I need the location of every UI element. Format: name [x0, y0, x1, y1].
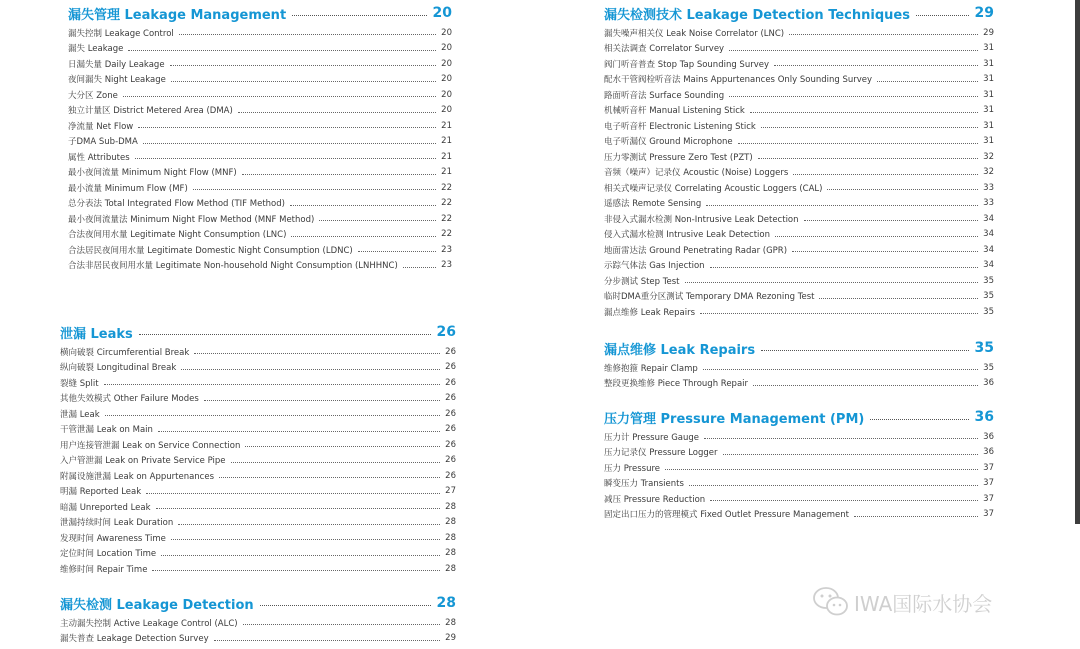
toc-entry[interactable] — [60, 437, 456, 453]
leader-dots — [750, 112, 978, 113]
entry-page: 26 — [445, 393, 456, 404]
entry-label: 合法夜间用水量 Legitimate Night Consumption (LNC) — [68, 230, 287, 241]
entry-page: 31 — [983, 89, 994, 100]
entry-page: 22 — [441, 213, 452, 224]
toc-entry[interactable] — [604, 429, 994, 445]
section-heading — [604, 338, 994, 358]
entry-page: 20 — [441, 89, 452, 100]
entry-page: 28 — [445, 548, 456, 559]
entry-page: 33 — [983, 198, 994, 209]
section-heading — [604, 407, 994, 427]
toc-entry[interactable] — [60, 515, 456, 531]
toc-entry[interactable] — [604, 258, 994, 274]
toc-entry[interactable] — [68, 118, 452, 134]
leader-dots — [761, 127, 978, 128]
toc-entry[interactable] — [60, 375, 456, 391]
leader-dots — [181, 369, 440, 370]
entry-page: 26 — [445, 362, 456, 373]
leader-dots — [204, 400, 440, 401]
wechat-icon — [812, 586, 850, 618]
entry-page: 20 — [441, 27, 452, 38]
entry-page: 20 — [441, 58, 452, 69]
toc-entry[interactable] — [604, 304, 994, 320]
leader-dots — [193, 189, 436, 190]
leader-dots — [243, 624, 441, 625]
entry-page: 29 — [983, 27, 994, 38]
leader-dots — [158, 431, 440, 432]
entry-label: 地面雷达法 Ground Penetrating Radar (GPR) — [604, 245, 788, 256]
leader-dots — [723, 454, 979, 455]
leader-dots — [194, 353, 440, 354]
toc-entry[interactable] — [60, 499, 456, 515]
entry-page: 26 — [445, 470, 456, 481]
entry-page: 28 — [445, 563, 456, 574]
leader-dots — [774, 65, 978, 66]
leader-dots — [291, 236, 436, 237]
leader-dots — [170, 65, 437, 66]
leader-dots — [710, 267, 979, 268]
leader-dots — [171, 81, 436, 82]
leader-dots — [706, 205, 978, 206]
toc-entry[interactable] — [60, 406, 456, 422]
entry-page: 37 — [983, 509, 994, 520]
entry-label: 子DMA Sub-DMA — [68, 137, 138, 148]
leader-dots — [143, 143, 436, 144]
toc-entry[interactable] — [60, 631, 456, 647]
toc-entry[interactable] — [604, 360, 994, 376]
entry-label: 相关法调查 Correlator Survey — [604, 44, 725, 55]
entry-label: 瞬变压力 Transients — [604, 479, 684, 490]
entry-page: 22 — [441, 182, 452, 193]
toc-entry[interactable] — [604, 25, 994, 41]
leader-dots — [665, 469, 978, 470]
leader-dots — [700, 313, 978, 314]
entry-page: 28 — [445, 517, 456, 528]
toc-section-leak-repairs — [604, 338, 994, 391]
entry-page: 37 — [983, 462, 994, 473]
watermark-text: IWA国际水协会 — [854, 591, 993, 616]
leader-dots — [854, 516, 978, 517]
entry-list — [60, 344, 456, 577]
entry-page: 31 — [983, 120, 994, 131]
toc-section-leak-detection-techniques — [604, 3, 994, 320]
leader-dots — [231, 462, 441, 463]
entry-label: 其他失效模式 Other Failure Modes — [60, 394, 199, 405]
leader-dots — [135, 158, 437, 159]
entry-label: 压力记录仪 Pressure Logger — [604, 448, 718, 459]
entry-label: 电子听漏仪 Ground Microphone — [604, 137, 733, 148]
toc-entry[interactable] — [60, 561, 456, 577]
entry-list — [604, 360, 994, 391]
toc-entry[interactable] — [60, 546, 456, 562]
entry-label: 总分表法 Total Integrated Flow Method (TIF Method) — [68, 199, 285, 210]
entry-label: 路面听音法 Surface Sounding — [604, 90, 725, 101]
entry-label: 整段更换维修 Piece Through Repair — [604, 379, 749, 390]
entry-page: 28 — [445, 617, 456, 628]
entry-page: 32 — [983, 151, 994, 162]
section-title: 漏失管理 Leakage Management — [68, 7, 287, 23]
toc-entry[interactable] — [68, 103, 452, 119]
entry-label: 最小流量 Minimum Flow (MF) — [68, 183, 188, 194]
toc-entry[interactable] — [60, 360, 456, 376]
section-heading — [68, 3, 452, 23]
leader-dots — [260, 605, 431, 606]
entry-page: 35 — [983, 362, 994, 373]
leader-dots — [242, 174, 437, 175]
entry-label: 音频（噪声）记录仪 Acoustic (Noise) Loggers — [604, 168, 789, 179]
entry-label: 干管泄漏 Leak on Main — [60, 425, 153, 436]
toc-entry[interactable] — [604, 134, 994, 150]
toc-entry[interactable] — [604, 118, 994, 134]
leader-dots — [292, 15, 426, 16]
toc-section-leakage-management — [68, 3, 452, 273]
leader-dots — [877, 81, 978, 82]
toc-entry[interactable] — [604, 460, 994, 476]
toc-entry[interactable] — [68, 258, 452, 274]
entry-label: 裂缝 Split — [60, 378, 99, 389]
toc-entry[interactable] — [68, 87, 452, 103]
entry-label: 横向破裂 Circumferential Break — [60, 347, 190, 358]
toc-entry[interactable] — [604, 72, 994, 88]
entry-label: 减压 Pressure Reduction — [604, 494, 706, 505]
leader-dots — [729, 50, 978, 51]
toc-entry[interactable] — [68, 25, 452, 41]
leader-dots — [761, 350, 968, 351]
entry-page: 28 — [445, 532, 456, 543]
leader-dots — [290, 205, 436, 206]
toc-entry[interactable] — [60, 615, 456, 631]
toc-entry[interactable] — [68, 41, 452, 57]
entry-label: 非侵入式漏水检测 Non-Intrusive Leak Detection — [604, 214, 799, 225]
entry-label: 泄漏 Leak — [60, 409, 100, 420]
entry-label: 夜间漏失 Night Leakage — [68, 75, 166, 86]
leader-dots — [178, 524, 440, 525]
entry-page: 29 — [445, 633, 456, 644]
entry-label: 固定出口压力的管理模式 Fixed Outlet Pressure Management — [604, 510, 849, 521]
toc-entry[interactable] — [68, 134, 452, 150]
entry-page: 31 — [983, 105, 994, 116]
entry-label: 漏失 Leakage — [68, 44, 124, 55]
entry-page: 34 — [983, 260, 994, 271]
entry-page: 23 — [441, 244, 452, 255]
entry-label: 发现时间 Awareness Time — [60, 533, 166, 544]
toc-entry[interactable] — [68, 227, 452, 243]
entry-page: 35 — [983, 275, 994, 286]
entry-label: 阀门听音普查 Stop Tap Sounding Survey — [604, 59, 769, 70]
leader-dots — [161, 555, 440, 556]
leader-dots — [156, 508, 441, 509]
section-heading — [604, 3, 994, 23]
toc-entry[interactable] — [604, 149, 994, 165]
toc-entry[interactable] — [604, 376, 994, 392]
toc-entry[interactable] — [68, 242, 452, 258]
leader-dots — [123, 96, 436, 97]
entry-list — [604, 25, 994, 320]
section-page: 20 — [432, 5, 452, 21]
entry-label: 明漏 Reported Leak — [60, 487, 142, 498]
entry-label: 分步测试 Step Test — [604, 276, 680, 287]
section-title: 漏失检测技术 Leakage Detection Techniques — [604, 7, 910, 23]
entry-page: 21 — [441, 167, 452, 178]
entry-label: 临时DMA重分区测试 Temporary DMA Rezoning Test — [604, 292, 815, 303]
toc-entry[interactable] — [604, 180, 994, 196]
toc-entry[interactable] — [60, 468, 456, 484]
entry-label: 纵向破裂 Longitudinal Break — [60, 363, 177, 374]
toc-entry[interactable] — [604, 56, 994, 72]
toc-entry[interactable] — [604, 242, 994, 258]
entry-page: 20 — [441, 74, 452, 85]
toc-entry[interactable] — [68, 196, 452, 212]
entry-label: 属性 Attributes — [68, 152, 130, 163]
entry-label: 入户管泄漏 Leak on Private Service Pipe — [60, 456, 226, 467]
leader-dots — [245, 446, 440, 447]
entry-label: 用户连接管泄漏 Leak on Service Connection — [60, 440, 241, 451]
toc-entry[interactable] — [68, 165, 452, 181]
entry-label: 泄漏持续时间 Leak Duration — [60, 518, 174, 529]
entry-page: 36 — [983, 447, 994, 458]
leader-dots — [827, 189, 978, 190]
section-page: 29 — [974, 5, 994, 21]
leader-dots — [179, 34, 436, 35]
toc-entry[interactable] — [604, 273, 994, 289]
entry-page: 31 — [983, 136, 994, 147]
leader-dots — [685, 282, 979, 283]
entry-label: 侵入式漏水检测 Intrusive Leak Detection — [604, 230, 771, 241]
toc-entry[interactable] — [68, 56, 452, 72]
entry-label: 维修抱箍 Repair Clamp — [604, 363, 698, 374]
toc-entry[interactable] — [604, 87, 994, 103]
entry-label: 压力零测试 Pressure Zero Test (PZT) — [604, 152, 753, 163]
leader-dots — [758, 158, 978, 159]
entry-label: 大分区 Zone — [68, 90, 118, 101]
entry-page: 26 — [445, 377, 456, 388]
entry-page: 20 — [441, 105, 452, 116]
entry-label: 最小夜间流量 Minimum Night Flow (MNF) — [68, 168, 237, 179]
leader-dots — [870, 419, 968, 420]
leader-dots — [104, 384, 441, 385]
toc-entry[interactable] — [604, 196, 994, 212]
leader-dots — [710, 500, 978, 501]
entry-page: 31 — [983, 43, 994, 54]
leader-dots — [146, 493, 440, 494]
entry-label: 附属设施泄漏 Leak on Appurtenances — [60, 471, 215, 482]
entry-list — [68, 25, 452, 273]
entry-page: 32 — [983, 167, 994, 178]
section-page: 36 — [974, 409, 994, 425]
toc-entry[interactable] — [604, 211, 994, 227]
section-title: 漏失检测 Leakage Detection — [60, 597, 254, 613]
toc-entry[interactable] — [604, 491, 994, 507]
toc-entry[interactable] — [604, 41, 994, 57]
section-heading — [60, 322, 456, 342]
leader-dots — [139, 334, 431, 335]
entry-label: 定位时间 Location Time — [60, 549, 157, 560]
entry-label: 维修时间 Repair Time — [60, 564, 148, 575]
entry-label: 遥感法 Remote Sensing — [604, 199, 702, 210]
entry-label: 漏点维修 Leak Repairs — [604, 307, 695, 318]
entry-page: 26 — [445, 424, 456, 435]
entry-page: 35 — [983, 306, 994, 317]
leader-dots — [689, 485, 978, 486]
entry-label: 净流量 Net Flow — [68, 121, 134, 132]
entry-page: 22 — [441, 229, 452, 240]
entry-label: 独立计量区 District Metered Area (DMA) — [68, 106, 233, 117]
entry-page: 35 — [983, 291, 994, 302]
section-heading — [60, 593, 456, 613]
leader-dots — [703, 369, 978, 370]
section-page: 26 — [436, 324, 456, 340]
entry-label: 压力计 Pressure Gauge — [604, 432, 700, 443]
toc-entry[interactable] — [604, 507, 994, 523]
leader-dots — [358, 251, 436, 252]
entry-label: 漏失普查 Leakage Detection Survey — [60, 634, 209, 645]
entry-page: 31 — [983, 58, 994, 69]
toc-section-leaks — [60, 322, 456, 577]
leader-dots — [792, 251, 978, 252]
toc-entry[interactable] — [604, 289, 994, 305]
entry-page: 21 — [441, 151, 452, 162]
leader-dots — [171, 539, 440, 540]
entry-label: 相关式噪声记录仪 Correlating Acoustic Loggers (CAL) — [604, 183, 823, 194]
entry-label: 配水干管阀栓听音法 Mains Appurtenances Only Sounding Survey — [604, 75, 873, 86]
page-edge-bar — [1075, 0, 1080, 524]
entry-page: 23 — [441, 260, 452, 271]
toc-entry[interactable] — [68, 180, 452, 196]
toc-entry[interactable] — [60, 453, 456, 469]
entry-page: 26 — [445, 439, 456, 450]
leader-dots — [729, 96, 978, 97]
toc-entry[interactable] — [60, 530, 456, 546]
entry-page: 21 — [441, 136, 452, 147]
entry-page: 28 — [445, 501, 456, 512]
entry-label: 日漏失量 Daily Leakage — [68, 59, 165, 70]
toc-section-pressure-management — [604, 407, 994, 522]
entry-page: 36 — [983, 378, 994, 389]
toc-entry[interactable] — [60, 484, 456, 500]
entry-label: 漏失噪声相关仪 Leak Noise Correlator (LNC) — [604, 28, 785, 39]
entry-page: 26 — [445, 455, 456, 466]
leader-dots — [238, 112, 436, 113]
section-page: 28 — [436, 595, 456, 611]
toc-entry[interactable] — [604, 103, 994, 119]
leader-dots — [753, 385, 978, 386]
section-title: 漏点维修 Leak Repairs — [604, 342, 756, 358]
leader-dots — [152, 570, 440, 571]
toc-entry[interactable] — [60, 422, 456, 438]
entry-page: 36 — [983, 431, 994, 442]
leader-dots — [804, 220, 979, 221]
toc-entry[interactable] — [68, 149, 452, 165]
toc-entry[interactable] — [60, 344, 456, 360]
leader-dots — [403, 267, 436, 268]
leader-dots — [704, 438, 978, 439]
entry-label: 漏失控制 Leakage Control — [68, 28, 174, 39]
section-title: 泄漏 Leaks — [60, 326, 133, 342]
toc-entry[interactable] — [60, 391, 456, 407]
leader-dots — [105, 415, 441, 416]
entry-label: 电子听音杆 Electronic Listening Stick — [604, 121, 756, 132]
leader-dots — [219, 477, 440, 478]
leader-dots — [128, 50, 436, 51]
entry-page: 34 — [983, 244, 994, 255]
entry-page: 27 — [445, 486, 456, 497]
entry-page: 34 — [983, 213, 994, 224]
entry-page: 22 — [441, 198, 452, 209]
toc-section-leakage-detection — [60, 593, 456, 646]
entry-label: 示踪气体法 Gas Injection — [604, 261, 705, 272]
entry-page: 33 — [983, 182, 994, 193]
entry-page: 26 — [445, 346, 456, 357]
entry-page: 37 — [983, 478, 994, 489]
toc-entry[interactable] — [604, 476, 994, 492]
leader-dots — [793, 174, 978, 175]
entry-page: 31 — [983, 74, 994, 85]
leader-dots — [138, 127, 436, 128]
entry-page: 21 — [441, 120, 452, 131]
entry-page: 26 — [445, 408, 456, 419]
watermark — [812, 586, 992, 618]
toc-entry[interactable] — [604, 165, 994, 181]
entry-list — [60, 615, 456, 646]
entry-label: 合法居民夜间用水量 Legitimate Domestic Night Consumption (LDNC) — [68, 245, 353, 256]
entry-label: 暗漏 Unreported Leak — [60, 502, 151, 513]
entry-label: 合法非居民夜间用水量 Legitimate Non-household Night Consumption (LNHHNC) — [68, 261, 398, 272]
leader-dots — [214, 640, 441, 641]
toc-entry[interactable] — [68, 72, 452, 88]
leader-dots — [738, 143, 979, 144]
toc-entry[interactable] — [604, 445, 994, 461]
entry-label: 主动漏失控制 Active Leakage Control (ALC) — [60, 618, 238, 629]
leader-dots — [819, 298, 978, 299]
leader-dots — [775, 236, 978, 237]
entry-label: 机械听音杆 Manual Listening Stick — [604, 106, 745, 117]
toc-entry[interactable] — [604, 227, 994, 243]
leader-dots — [916, 15, 969, 16]
entry-page: 37 — [983, 493, 994, 504]
section-page: 35 — [974, 340, 994, 356]
toc-entry[interactable] — [68, 211, 452, 227]
entry-label: 最小夜间流量法 Minimum Night Flow Method (MNF Method) — [68, 214, 315, 225]
entry-list — [604, 429, 994, 522]
entry-page: 20 — [441, 43, 452, 54]
leader-dots — [789, 34, 978, 35]
entry-page: 34 — [983, 229, 994, 240]
entry-label: 压力 Pressure — [604, 463, 660, 474]
leader-dots — [319, 220, 436, 221]
section-title: 压力管理 Pressure Management (PM) — [604, 411, 865, 427]
